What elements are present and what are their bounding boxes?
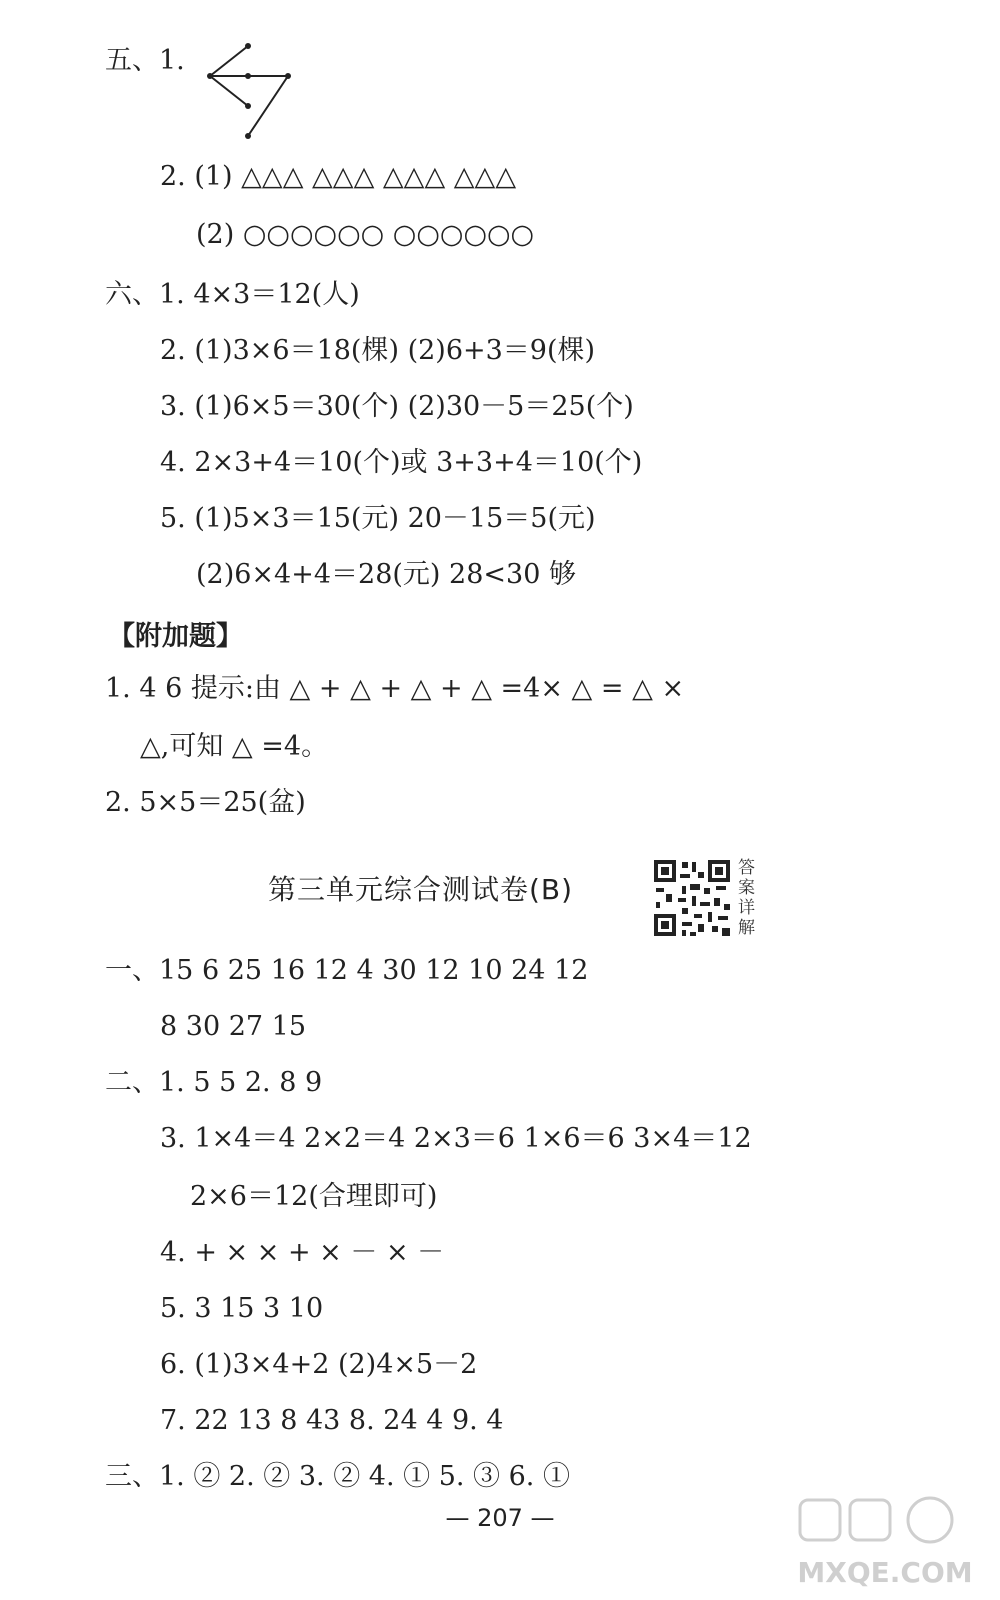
- test-b-s1-b: 8 30 27 15: [160, 1011, 306, 1042]
- s6-item2: 2. (1)3×6＝18(棵) (2)6+3＝9(棵): [160, 335, 596, 366]
- s6-item3: 3. (1)6×5＝30(个) (2)30－5＝25(个): [160, 391, 634, 422]
- qr-code-icon: [652, 858, 732, 938]
- s5-item2-1: 2. (1) △△△ △△△ △△△ △△△: [160, 161, 517, 192]
- s6-item1: 六、1. 4×3＝12(人): [105, 279, 360, 310]
- page-number: — 207 —: [445, 1504, 555, 1532]
- appendix-item1-b: △,可知 △ =4。: [140, 731, 329, 762]
- watermark-text: MXQE.COM: [797, 1556, 973, 1589]
- test-b-s2-a: 二、1. 5 5 2. 8 9: [105, 1067, 323, 1098]
- test-b-s2-3b: 2×6＝12(合理即可): [190, 1181, 438, 1212]
- test-b-s2-7: 7. 22 13 8 43 8. 24 4 9. 4: [160, 1405, 504, 1436]
- test-b-title: 第三单元综合测试卷(B): [268, 873, 574, 906]
- s5-item1: 五、1.: [105, 45, 185, 76]
- test-b-s2-4: 4. + × × + × － × －: [160, 1237, 445, 1268]
- s6-item5-1: 5. (1)5×3＝15(元) 20－15＝5(元): [160, 503, 596, 534]
- s6-item5-2: (2)6×4+4＝28(元) 28<30 够: [196, 559, 576, 590]
- s6-item4: 4. 2×3+4＝10(个)或 3+3+4＝10(个): [160, 447, 643, 478]
- s5-item2-2: (2) ○○○○○○ ○○○○○○: [196, 219, 535, 250]
- line-drawing-diagram: [200, 38, 300, 142]
- test-b-s2-3a: 3. 1×4＝4 2×2＝4 2×3＝6 1×6＝6 3×4＝12: [160, 1123, 752, 1154]
- appendix-item2: 2. 5×5＝25(盆): [105, 787, 306, 818]
- test-b-s2-6: 6. (1)3×4+2 (2)4×5－2: [160, 1349, 478, 1380]
- appendix-heading: 【附加题】: [108, 621, 243, 652]
- watermark-logo: [790, 1490, 980, 1595]
- test-b-s2-5: 5. 3 15 3 10: [160, 1293, 324, 1324]
- test-b-s1-a: 一、15 6 25 16 12 4 30 12 10 24 12: [105, 955, 589, 986]
- appendix-item1-a: 1. 4 6 提示:由 △ + △ + △ + △ =4× △ = △ ×: [105, 673, 685, 704]
- test-b-s3: 三、1. ② 2. ② 3. ② 4. ① 5. ③ 6. ①: [105, 1461, 570, 1492]
- qr-label: 答案详解: [738, 858, 755, 938]
